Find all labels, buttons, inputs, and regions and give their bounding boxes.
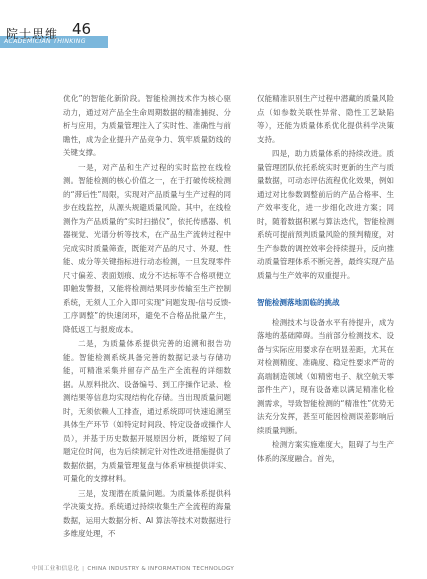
paragraph: 检测方案实施难度大，阻碍了与生产体系的深度融合。首先，	[257, 440, 394, 463]
left-column	[63, 92, 231, 542]
paragraph: 一是，对产品和生产过程的实时监控在线检测。智能检测的核心价值之一，在于打破传统检测的“滞后性”局限，实现对产品质量与生产过程的同步在线监控，从源头规避质量风险。其中，在线检测作为产品质量的“实时扫描仪”，依托传感器、机器视觉、光谱分析等技术，在产品生产流转过程中完成实时质量筛查，既能对产品的尺寸、外观、性能、成分等关键指标进行动态检测，一旦发现零件尺寸偏差、表面划痕、成分不达标等不合格项便立即触发警报，又能将检测结果同步传输至生产控制系统，无须人工介入即可实现“问题发现-信号反馈-工序调整”的快速闭环，避免不合格品批量产生，降低返工与报废成本。	[63, 162, 231, 334]
paragraph: 四是，助力质量体系的持续改进。质量管理团队依托系统实时更新的生产与质量数据，可动态评估流程优化效果，例如通过对比参数调整前后的产品合格率、生产效率变化，进一步细化改进方案；同时，随着数据积累与算法迭代，智能检测系统可提前预判质量风险的预判精度，对生产参数的调控效率会持续提升，反向推动质量管理体系不断完善，最终实现产品质量与生产效率的双重提升。	[257, 149, 394, 280]
footer-magazine-name-cn: 中国工业和信息化	[32, 566, 80, 572]
right-column	[257, 92, 394, 466]
footer-divider: |	[82, 566, 85, 572]
section-subtitle: ACADEMICIAN THINKING	[4, 38, 86, 45]
page-number: 46	[72, 20, 92, 38]
section-title: 院士思维	[6, 27, 59, 41]
paragraph: 优化”的智能化新阶段。智能检测技术作为核心驱动力，通过对产品全生命周期数据的精准捕捉、分析与应用，为质量管理注入了实时性、准确性与前瞻性，成为企业提升产品竞争力、筑牢质量防线的关键支撑。	[63, 94, 231, 157]
footer-magazine-name-en: CHINA INDUSTRY & INFORMATION TECHNOLOGY	[87, 566, 235, 572]
paragraph: 仅能精准识别生产过程中潜藏的质量风险点（如参数关联性异常、隐性工艺缺陷等），还能为质量体系优化提供科学决策支持。	[257, 94, 394, 144]
paragraph: 检测技术与设备水平有待提升，成为落地的基础障碍。当前部分检测技术、设备与实际应用要求存在明显差距，尤其在对检测精度、准确度、稳定性要求严苛的高端制造领域（如精密电子、航空航天零部件生产），现有设备难以满足精准化检测需求，导致智能检测的“精准性”优势无法充分发挥，甚至可能因检测误差影响后续质量判断。	[257, 317, 394, 435]
paragraph: 二是，为质量体系提供完善的追溯和报告功能。智能检测系统具备完善的数据记录与存储功能，可精准采集并留存产品生产全流程的详细数据。从原料批次、设备编号、到工序操作记录、检测结果等信息均实现结构化存储。当出现质量问题时，无须依赖人工排查，通过系统即可快速追溯至具体生产环节（如特定时间段、特定设备或操作人员），并基于历史数据开展原因分析，既缩短了问题定位时间，也为后续制定针对性改进措施提供了数据依据，为质量管理复盘与体系审核提供详实、可量化的支撑材料。	[63, 339, 231, 483]
paragraph: 三是，发现潜在质量问题。为质量体系提供科学决策支持。系统通过持续收集生产全流程的海量数据，运用大数据分析、AI 算法等技术对数据进行多维度处理，不	[63, 488, 231, 538]
page-footer	[32, 564, 427, 572]
page-header	[0, 0, 427, 48]
subsection-heading: 智能检测落地面临的挑战	[257, 298, 340, 307]
